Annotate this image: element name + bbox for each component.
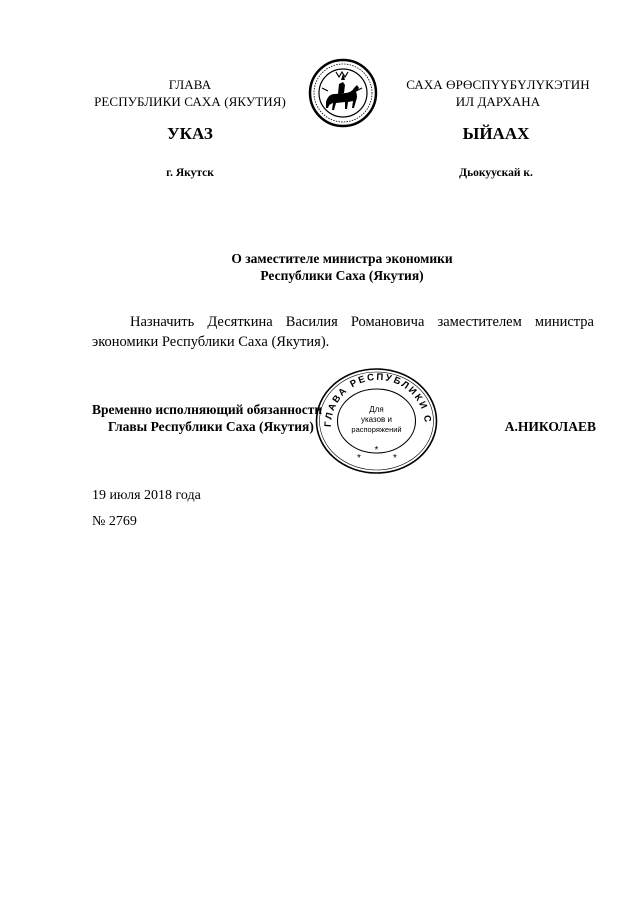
subject-line2: Республики Саха (Якутия) [260,268,424,283]
header-right-line2: ИЛ ДАРХАНА [455,94,541,109]
header-left-line1: ГЛАВА [168,77,212,92]
header-left-line2: РЕСПУБЛИКИ САХА (ЯКУТИЯ) [94,94,286,109]
signatory-name: А.НИКОЛАЕВ [504,419,596,434]
document-subject [92,250,592,284]
title-yiaah: ЫЙААХ [462,124,530,143]
star-icon: * [357,453,361,464]
signature-position-line2: Главы Республики Саха (Якутия) [108,419,314,434]
city-right: Дьокуускай к. [459,167,533,179]
signature-position [92,401,392,435]
stamp-line2: указов и [360,415,393,424]
document-body: Назначить Десяткина Василия Романовича заместителем министра экономики Республики Саха (Якутия). [92,314,594,350]
signature-position-line1: Временно исполняющий обязанности [92,402,323,417]
star-icon: * [374,445,379,456]
coat-of-arms-icon [308,58,378,128]
header-right [378,76,618,110]
star-icon: * [393,453,397,464]
subject-line1: О заместителе министра экономики [231,251,453,266]
stamp-line3: распоряжений [351,425,402,434]
svg-text:ГЛАВА РЕСПУБЛИКИ САХА (ЯКУТИЯ): ГЛАВА РЕСПУБЛИКИ С [322,371,434,428]
document-date: 19 июля 2018 года [92,488,201,503]
stamp-line1: Для [369,405,384,414]
document-number: № 2769 [92,514,137,529]
header-right-line1: САХА ӨРӨСПҮҮБҮЛҮКЭТИН [406,77,590,92]
title-ukaz: УКАЗ [167,124,213,143]
header-left [70,76,310,110]
city-left: г. Якутск [166,167,214,179]
